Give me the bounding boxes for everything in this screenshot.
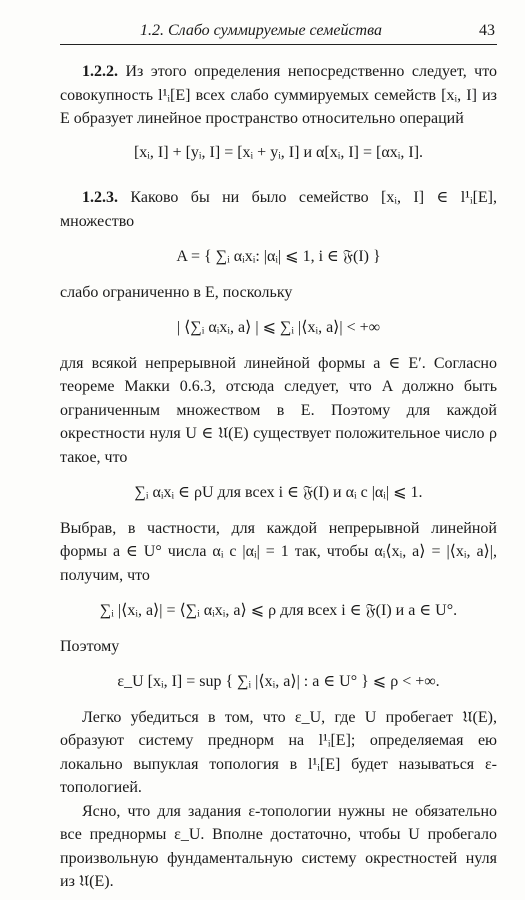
paragraph-1-2-2 [60, 60, 497, 131]
paragraph-mackey: для всякой непрерывной линейной формы a ∈ E′. Согласно теореме Макки 0.6.3, отсюда следует, что A должно быть ограниченным множеством в E. Поэтому для каждой окрестности нуля U ∈ 𝔘(E) существует положительное число ρ такое, что [60, 354, 497, 466]
formula-sum-abs: ∑ᵢ |⟨xᵢ, a⟩| = ⟨∑ᵢ αᵢxᵢ, a⟩ ⩽ ρ для всех i ∈ 𝔉(I) и a ∈ U°. [99, 602, 458, 619]
paragraph-bounded: слабо ограниченно в E, поскольку [60, 283, 293, 301]
page-number: 43 [479, 22, 495, 39]
paragraph-easy: Легко убедиться в том, что ε_U, где U пробегает 𝔘(E), образуют систему преднорм на l¹ᵢ[E]; определяемая ею локально выпуклая топология в l¹ᵢ[E] будет называться ε-топологией. [60, 708, 497, 796]
paragraph-clear: Ясно, что для задания ε-топологии нужны не обязательно все преднормы ε_U. Вполне достаточно, чтобы U пробегало произвольную фундаментальную систему окрестностей нуля из 𝔘(E). [60, 802, 497, 890]
formula-rho: ∑ᵢ αᵢxᵢ ∈ ρU для всех i ∈ 𝔉(I) и αᵢ с |αᵢ| ⩽ 1. [134, 484, 423, 501]
section-label-1-2-2: 1.2.2. [82, 63, 118, 80]
page-body [60, 60, 497, 894]
formula-operations: [xᵢ, I] + [yᵢ, I] = [xᵢ + yᵢ, I] и α[xᵢ, I] = [αxᵢ, I]. [133, 143, 424, 161]
running-title: 1.2. Слабо суммируемые семейства [140, 22, 382, 39]
section-label-1-2-3: 1.2.3. [82, 189, 118, 206]
paragraph-therefore: Поэтому [60, 637, 120, 655]
paragraph-text: Из этого определения непосредственно следует, что совокупность l¹ᵢ[E] всех слабо суммируемых семейств [xᵢ, I] из E образует линейное пространство относительно операций [60, 63, 497, 127]
paragraph-text: Каково бы ни было семейство [xᵢ, I] ∈ l¹ᵢ[E], множество [60, 189, 498, 230]
formula-set-A: A = { ∑ᵢ αᵢxᵢ: |αᵢ| ⩽ 1, i ∈ 𝔉(I) } [176, 248, 381, 265]
formula-epsilon: ε_U [xᵢ, I] = sup { ∑ᵢ |⟨xᵢ, a⟩| : a ∈ U° } ⩽ ρ < +∞. [117, 673, 440, 690]
running-header [60, 18, 497, 45]
paragraph-1-2-3 [60, 186, 497, 233]
paragraph-choose: Выбрав, в частности, для каждой непрерывной линейной формы a ∈ U° числа αᵢ с |αᵢ| = 1 так, чтобы αᵢ⟨xᵢ, a⟩ = |⟨xᵢ, a⟩|, получим, что [60, 519, 497, 584]
formula-bound: | ⟨∑ᵢ αᵢxᵢ, a⟩ | ⩽ ∑ᵢ |⟨xᵢ, a⟩| < +∞ [176, 319, 381, 336]
